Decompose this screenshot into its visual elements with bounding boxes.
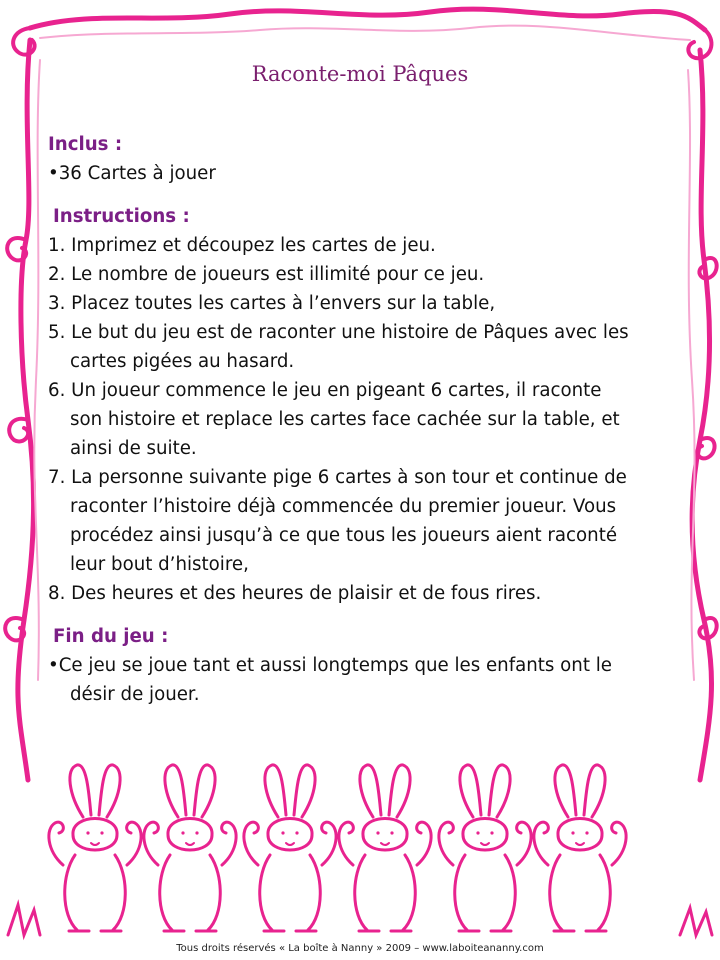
bunny-icon [439, 765, 531, 931]
copyright-footer: Tous droits réservés « La boîte à Nanny » 2009 – www.laboiteananny.com [176, 943, 544, 954]
instruction-line: son histoire et replace les cartes face cachée sur la table, et [70, 409, 620, 430]
bunny-icon [144, 765, 236, 931]
bunny-icon [339, 765, 431, 931]
section-heading-instructions: Instructions : [53, 206, 190, 227]
instruction-line: 1. Imprimez et découpez les cartes de jeu. [48, 235, 436, 256]
instruction-line: 7. La personne suivante pige 6 cartes à son tour et continue de [48, 467, 627, 488]
fin-line: désir de jouer. [70, 684, 200, 705]
instruction-line: 6. Un joueur commence le jeu en pigeant 6 cartes, il raconte [48, 380, 602, 401]
instruction-line: cartes pigées au hasard. [70, 351, 295, 372]
page-title: Raconte-moi Pâques [251, 62, 469, 86]
instruction-line: ainsi de suite. [70, 438, 197, 459]
fin-line: •Ce jeu se joue tant et aussi longtemps que les enfants ont le [48, 655, 612, 676]
bunnies-illustration [0, 755, 720, 945]
bunny-icon [244, 765, 336, 931]
instruction-line: 2. Le nombre de joueurs est illimité pour ce jeu. [48, 264, 485, 285]
instruction-line: 5. Le but du jeu est de raconter une histoire de Pâques avec les [48, 322, 629, 343]
rules-content [48, 130, 673, 709]
instruction-line: raconter l’histoire déjà commencée du premier joueur. Vous [70, 496, 617, 517]
instruction-line: 8. Des heures et des heures de plaisir et de fous rires. [48, 583, 542, 604]
section-heading-inclus: Inclus : [48, 134, 123, 155]
bunny-icon [49, 765, 141, 931]
section-heading-fin: Fin du jeu : [53, 626, 169, 647]
inclus-item: •36 Cartes à jouer [48, 163, 216, 184]
instruction-line: leur bout d’histoire, [70, 554, 249, 575]
instruction-line: procédez ainsi jusqu’à ce que tous les joueurs aient raconté [70, 525, 618, 546]
instruction-line: 3. Placez toutes les cartes à l’envers sur la table, [48, 293, 496, 314]
bunny-icon [534, 765, 626, 931]
